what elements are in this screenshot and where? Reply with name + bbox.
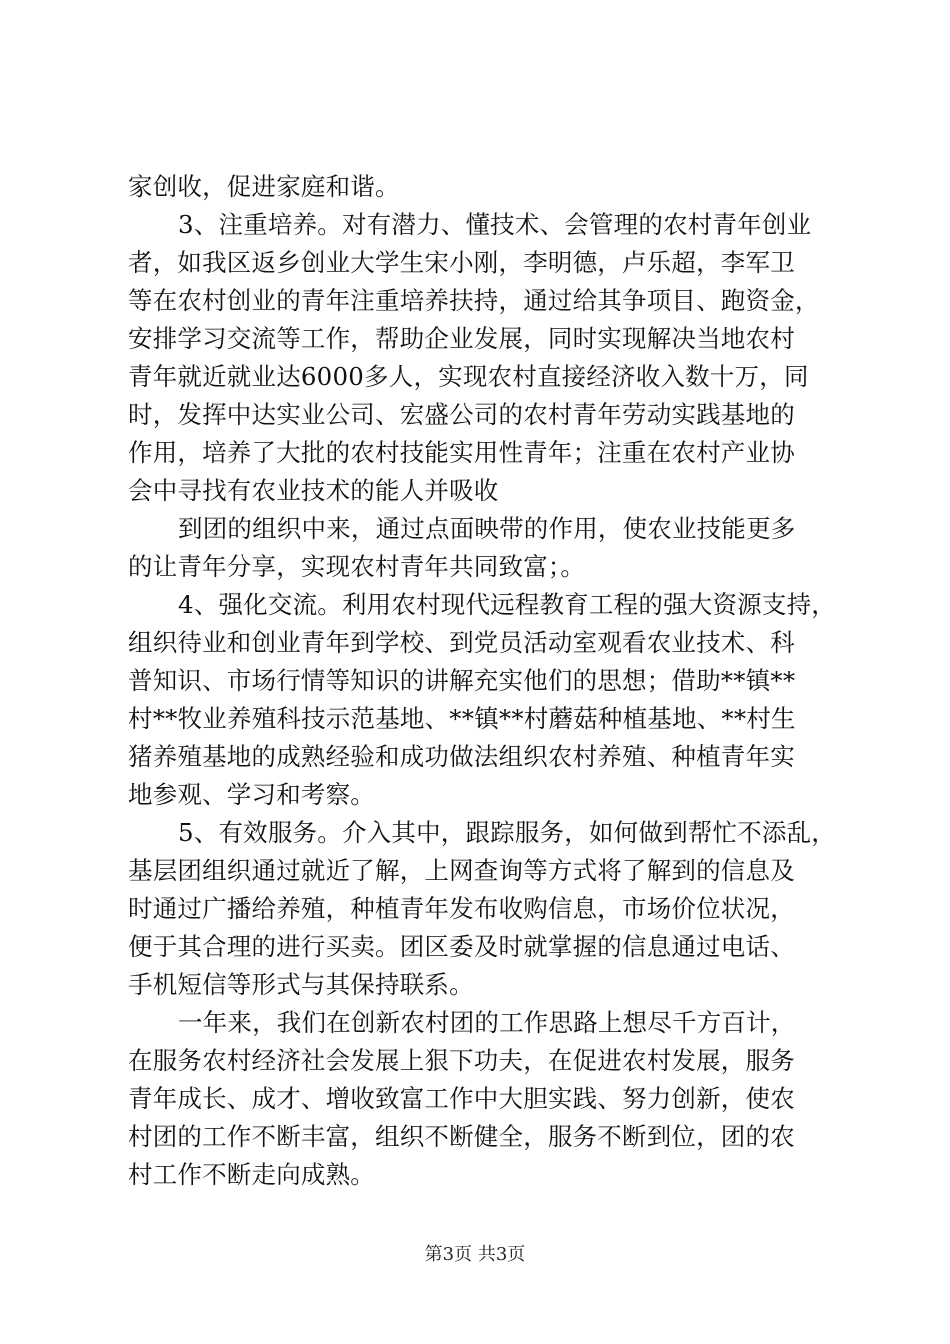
text-line: 家创收，促进家庭和谐。 (128, 172, 400, 201)
text-line: 在服务农村经济社会发展上狠下功夫，在促进农村发展，服务 (128, 1046, 795, 1075)
text-line: 者，如我区返乡创业大学生宋小刚，李明德，卢乐超，李军卫 (128, 248, 795, 277)
text-line: 便于其合理的进行买卖。团区委及时就掌握的信息通过电话、 (128, 932, 795, 961)
text-line: 普知识、市场行情等知识的讲解充实他们的思想；借助**镇** (128, 666, 796, 695)
page-footer (0, 1243, 950, 1267)
text-line: 作用，培养了大批的农村技能实用性青年；注重在农村产业协 (128, 438, 795, 467)
text-line: 3、注重培养。对有潜力、懂技术、会管理的农村青年创业 (178, 210, 812, 239)
text-line: 组织待业和创业青年到学校、到党员活动室观看农业技术、科 (128, 628, 795, 657)
text-line: 青年就近就业达6000多人，实现农村直接经济收入数十万，同 (128, 362, 809, 391)
text-line: 时，发挥中达实业公司、宏盛公司的农村青年劳动实践基地的 (128, 400, 795, 429)
text-line: 安排学习交流等工作，帮助企业发展，同时实现解决当地农村 (128, 324, 795, 353)
text-line: 时通过广播给养殖，种植青年发布收购信息，市场价位状况， (128, 894, 795, 923)
text-line: 一年来，我们在创新农村团的工作思路上想尽千方百计， (178, 1008, 796, 1037)
text-line: 青年成长、成才、增收致富工作中大胆实践、努力创新，使农 (128, 1084, 795, 1113)
text-line: 村工作不断走向成熟。 (128, 1160, 375, 1189)
text-line: 手机短信等形式与其保持联系。 (128, 970, 474, 999)
text-line: 村团的工作不断丰富，组织不断健全，服务不断到位，团的农 (128, 1122, 795, 1151)
text-line: 4、强化交流。利用农村现代远程教育工程的强大资源支持， (178, 590, 836, 619)
text-line: 等在农村创业的青年注重培养扶持，通过给其争项目、跑资金， (128, 286, 820, 315)
text-line: 村**牧业养殖科技示范基地、**镇**村蘑菇种植基地、**村生 (128, 704, 796, 733)
text-line: 基层团组织通过就近了解，上网查询等方式将了解到的信息及 (128, 856, 795, 885)
text-line: 猪养殖基地的成熟经验和成功做法组织农村养殖、种植青年实 (128, 742, 795, 771)
text-line: 5、有效服务。介入其中，跟踪服务，如何做到帮忙不添乱， (178, 818, 836, 847)
text-line: 地参观、学习和考察。 (128, 780, 375, 809)
text-line: 的让青年分享，实现农村青年共同致富；。 (128, 552, 586, 581)
text-line: 会中寻找有农业技术的能人并吸收 (128, 476, 499, 505)
document-body (128, 168, 836, 1194)
page-number-label: 第3页 共3页 (424, 1244, 526, 1265)
text-line: 到团的组织中来，通过点面映带的作用，使农业技能更多 (178, 514, 796, 543)
